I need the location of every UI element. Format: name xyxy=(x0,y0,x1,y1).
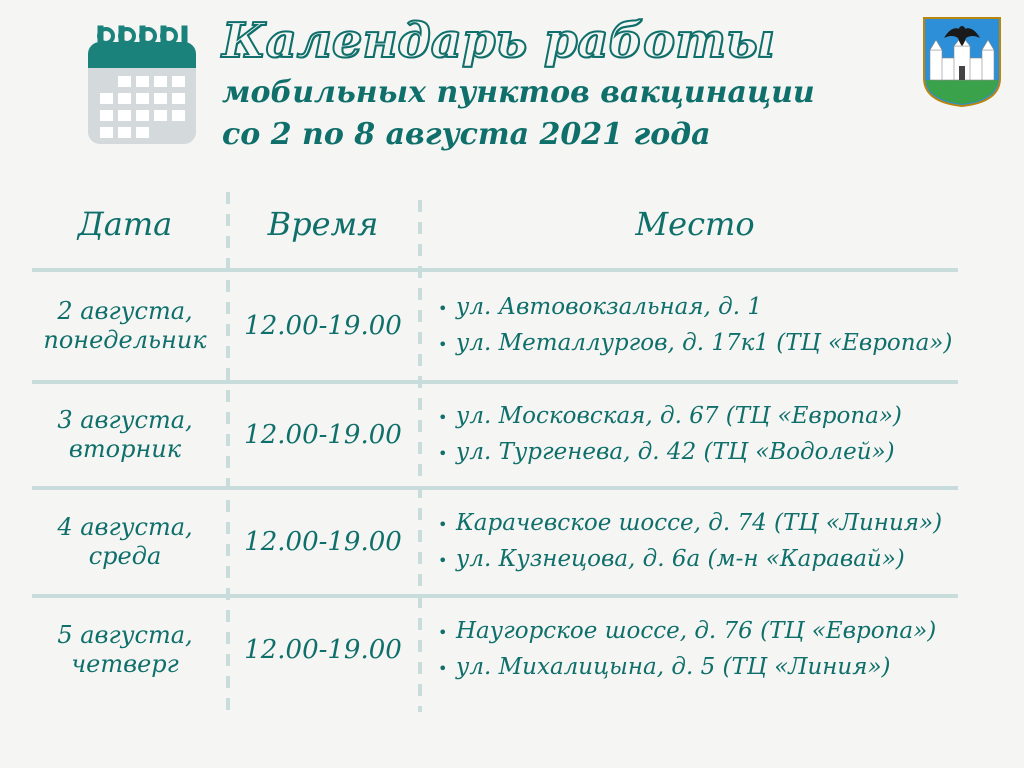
date-text: 4 августа, xyxy=(57,513,193,541)
date-cell xyxy=(32,598,218,702)
place-cell xyxy=(438,598,998,702)
place-list-item xyxy=(438,435,998,471)
place-text: ул. Михалицына, д. 5 (ТЦ «Линия») xyxy=(456,654,891,680)
table-row xyxy=(0,598,1024,702)
place-list-item xyxy=(438,506,998,542)
place-list-item xyxy=(438,542,998,578)
bullet-icon: • xyxy=(438,408,448,427)
table-row xyxy=(0,384,1024,486)
calendar-icon xyxy=(86,20,198,146)
place-text: ул. Автовокзальная, д. 1 xyxy=(456,294,763,320)
time-cell: 12.00-19.00 xyxy=(244,527,402,557)
page-title: Календарь работы xyxy=(222,13,775,69)
place-text: Наугорское шоссе, д. 76 (ТЦ «Европа») xyxy=(456,618,937,644)
time-cell: 12.00-19.00 xyxy=(244,635,402,665)
place-list-item xyxy=(438,290,998,326)
weekday-text: среда xyxy=(88,542,162,570)
place-cell xyxy=(438,490,998,594)
date-cell xyxy=(32,272,218,380)
place-list-item xyxy=(438,399,998,435)
bullet-icon: • xyxy=(438,623,448,642)
weekday-text: понедельник xyxy=(43,326,207,354)
place-text: ул. Тургенева, д. 42 (ТЦ «Водолей») xyxy=(456,439,895,465)
column-header-place: Место xyxy=(635,205,755,243)
bullet-icon: • xyxy=(438,444,448,463)
date-text: 5 августа, xyxy=(57,621,193,649)
date-text: 2 августа, xyxy=(57,297,193,325)
weekday-text: вторник xyxy=(68,435,182,463)
weekday-text: четверг xyxy=(71,650,179,678)
page-subtitle-line1: мобильных пунктов вакцинации xyxy=(222,75,815,110)
place-cell xyxy=(438,384,998,486)
place-list-item xyxy=(438,326,998,362)
place-text: Карачевское шоссе, д. 74 (ТЦ «Линия») xyxy=(456,510,943,536)
bullet-icon: • xyxy=(438,659,448,678)
date-cell xyxy=(32,384,218,486)
time-cell: 12.00-19.00 xyxy=(244,311,402,341)
place-text: ул. Московская, д. 67 (ТЦ «Европа») xyxy=(456,403,902,429)
bullet-icon: • xyxy=(438,335,448,354)
bullet-icon: • xyxy=(438,551,448,570)
column-header-time: Время xyxy=(267,205,379,243)
bullet-icon: • xyxy=(438,515,448,534)
place-text: ул. Кузнецова, д. 6а (м-н «Каравай») xyxy=(456,546,905,572)
time-cell: 12.00-19.00 xyxy=(244,420,402,450)
table-row xyxy=(0,272,1024,380)
place-cell xyxy=(438,272,998,380)
date-text: 3 августа, xyxy=(57,406,193,434)
place-text: ул. Металлургов, д. 17к1 (ТЦ «Европа») xyxy=(456,330,953,356)
place-list-item xyxy=(438,650,998,686)
table-row xyxy=(0,490,1024,594)
coat-of-arms-emblem xyxy=(922,16,1002,108)
header xyxy=(222,12,912,156)
place-list-item xyxy=(438,614,998,650)
date-cell xyxy=(32,490,218,594)
column-header-date: Дата xyxy=(77,205,173,243)
bullet-icon: • xyxy=(438,299,448,318)
page-subtitle-line2: со 2 по 8 августа 2021 года xyxy=(222,117,711,152)
